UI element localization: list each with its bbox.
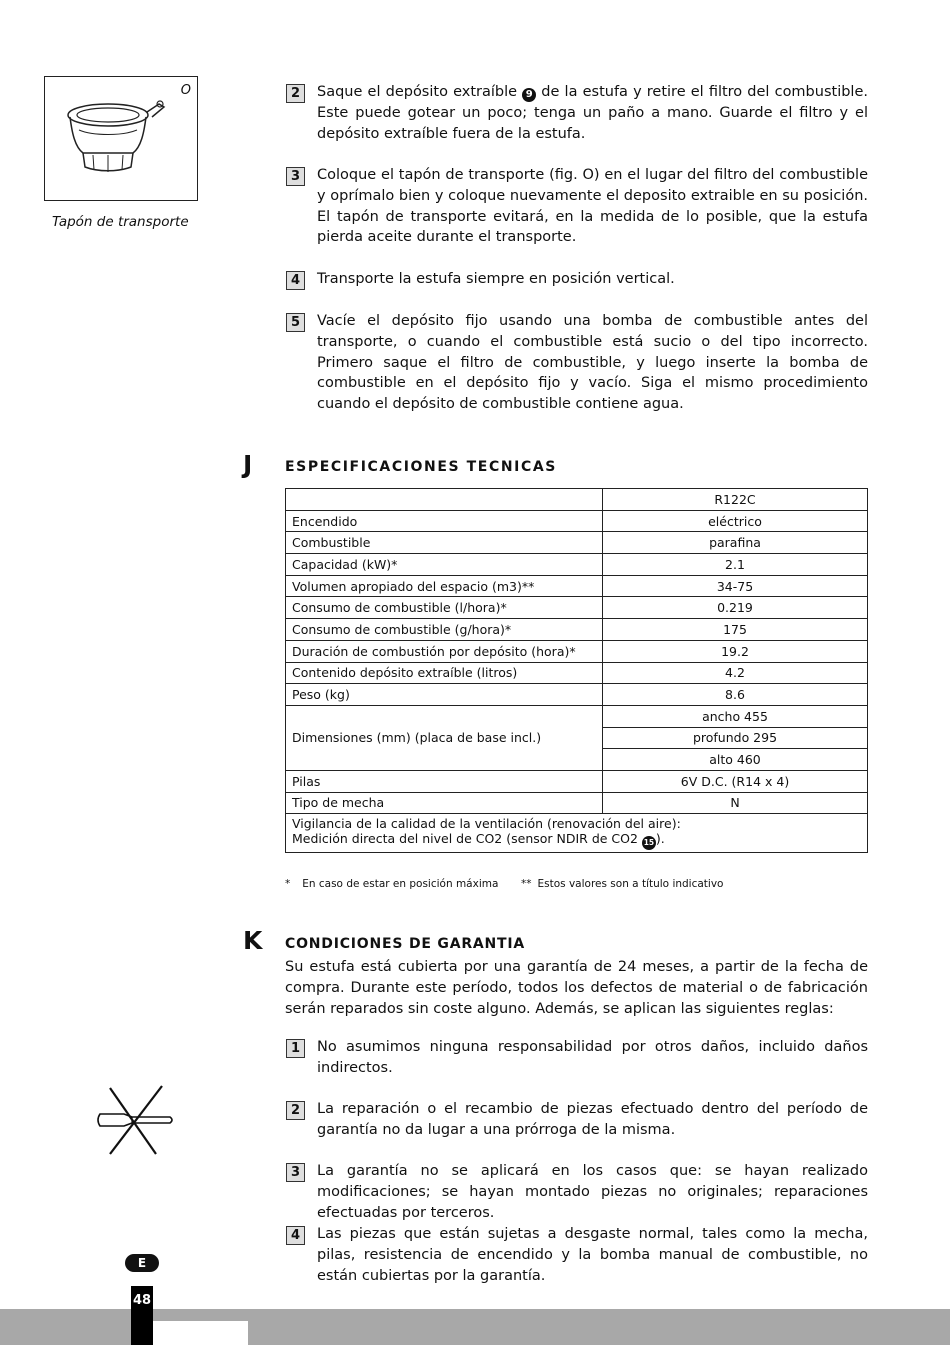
spec-label: Combustible [286,532,603,554]
spec-value: 19.2 [603,640,868,662]
table-row [286,792,868,814]
warranty-intro: Su estufa está cubierta por una garantía de 24 meses, a partir de la fecha de compra. Durante este período, todos los defectos de material o de fabricación serán reparados sin coste alguno. Además, se aplican las siguientes reglas: [285,959,868,1017]
spec-table [285,488,868,853]
step-number: 2 [286,84,305,103]
step-text: Transporte la estufa siempre en posición vertical. [317,271,675,287]
dimension-height: alto 460 [603,749,868,771]
table-row [286,619,868,641]
step-text: Vacíe el depósito fijo usando una bomba de combustible antes del transporte, o cuando el combustible está sucio o del tipo incorrecto. Primero saque el filtro de combustible, y luego inserte la bomba de combustible en el depósito fijo y vacío. Siga el mismo procedimiento cuando el depósito de combustible contiene agua. [317,313,868,413]
model-header: R122C [603,489,868,511]
section-title-warranty: CONDICIONES DE GARANTIA [285,936,526,952]
spec-label: Consumo de combustible (g/hora)* [286,619,603,641]
spec-value: 4.2 [603,662,868,684]
spec-label: Pilas [286,770,603,792]
footnote-1: * En caso de estar en posición máxima [285,878,499,890]
no-screwdriver-icon [96,1084,176,1158]
warranty-step-1 [286,1039,868,1079]
step-number: 4 [286,1226,305,1245]
table-row [286,770,868,792]
spec-value: N [603,792,868,814]
dimension-width: ancho 455 [603,705,868,727]
spec-value: 175 [603,619,868,641]
step-2 [286,84,868,144]
table-row [286,662,868,684]
step-text: Coloque el tapón de transporte (fig. O) en el lugar del filtro del combustible y oprímalo bien y coloque nuevamente el deposito extraible en su posición. El tapón de transporte evitará, en la medida de lo posible, que la estufa pierda aceite durante el transporte. [317,167,868,246]
language-badge: E [125,1254,159,1272]
figure-o-box [44,76,198,201]
item-marker-15: 15 [642,836,656,850]
dimension-depth: profundo 295 [603,727,868,749]
spec-label: Duración de combustión por depósito (hora)* [286,640,603,662]
spec-label: Volumen apropiado del espacio (m3)** [286,575,603,597]
table-row [286,554,868,576]
section-title-specs: ESPECIFICACIONES TECNICAS [285,459,557,475]
spec-label: Encendido [286,510,603,532]
ventilation-cell [286,814,868,853]
step-number: 3 [286,1163,305,1182]
step-number: 2 [286,1101,305,1120]
step-5 [286,313,868,415]
step-number: 3 [286,167,305,186]
spec-label: Peso (kg) [286,684,603,706]
warranty-step-2 [286,1101,868,1141]
spec-value: 2.1 [603,554,868,576]
step-text: La garantía no se aplicará en los casos que: se hayan realizado modificaciones; se hayan montado piezas no originales; reparaciones efectuadas por terceros. [317,1163,868,1221]
table-row [286,575,868,597]
step-text: Saque el depósito extraíble 9 de la estufa y retire el filtro del combustible. Este puede gotear un poco; tenga un paño a mano. Guarde el filtro y el depósito extraíble fuera de la estufa. [317,84,868,142]
table-row [286,705,868,727]
figure-caption: Tapón de transporte [52,214,189,230]
step-number: 4 [286,271,305,290]
spec-value: parafina [603,532,868,554]
step-number: 1 [286,1039,305,1058]
ventilation-line-2: Medición directa del nivel de CO2 (sensor NDIR de CO2 15 ). [292,831,861,850]
footnote-2: ** Estos valores son a título indicativo [521,878,724,890]
table-row [286,640,868,662]
section-letter-k: K [243,926,263,955]
warranty-step-3 [286,1163,868,1223]
spec-value: 8.6 [603,684,868,706]
dimensions-label: Dimensiones (mm) (placa de base incl.) [286,705,603,770]
ventilation-line-1: Vigilancia de la calidad de la ventilación (renovación del aire): [292,816,681,832]
table-row [286,684,868,706]
spec-value: 34-75 [603,575,868,597]
item-marker-9: 9 [522,88,536,102]
spec-value: 0.219 [603,597,868,619]
step-number: 5 [286,313,305,332]
step-3 [286,167,868,248]
page-number: 48 [132,1293,152,1308]
table-row [286,489,868,511]
table-row [286,597,868,619]
step-text: No asumimos ninguna responsabilidad por otros daños, incluido daños indirectos. [317,1039,868,1076]
spec-label: Contenido depósito extraíble (litros) [286,662,603,684]
table-row [286,814,868,853]
footer-strip [153,1321,248,1345]
table-cell [286,489,603,511]
step-text: Las piezas que están sujetas a desgaste normal, tales como la mecha, pilas, resistencia de encendido y la bomba manual de combustible, no están cubiertas por la garantía. [317,1226,868,1284]
section-letter-j: J [243,450,253,479]
step-text: La reparación o el recambio de piezas efectuado dentro del período de garantía no da lugar a una prórroga de la misma. [317,1101,868,1138]
spec-value: eléctrico [603,510,868,532]
transport-cap-icon [63,95,173,195]
spec-label: Capacidad (kW)* [286,554,603,576]
spec-value: 6V D.C. (R14 x 4) [603,770,868,792]
step-4 [286,271,868,290]
spec-label: Tipo de mecha [286,792,603,814]
figure-letter: O [180,83,191,98]
spec-label: Consumo de combustible (l/hora)* [286,597,603,619]
table-row [286,510,868,532]
warranty-step-4 [286,1226,868,1286]
table-row [286,532,868,554]
